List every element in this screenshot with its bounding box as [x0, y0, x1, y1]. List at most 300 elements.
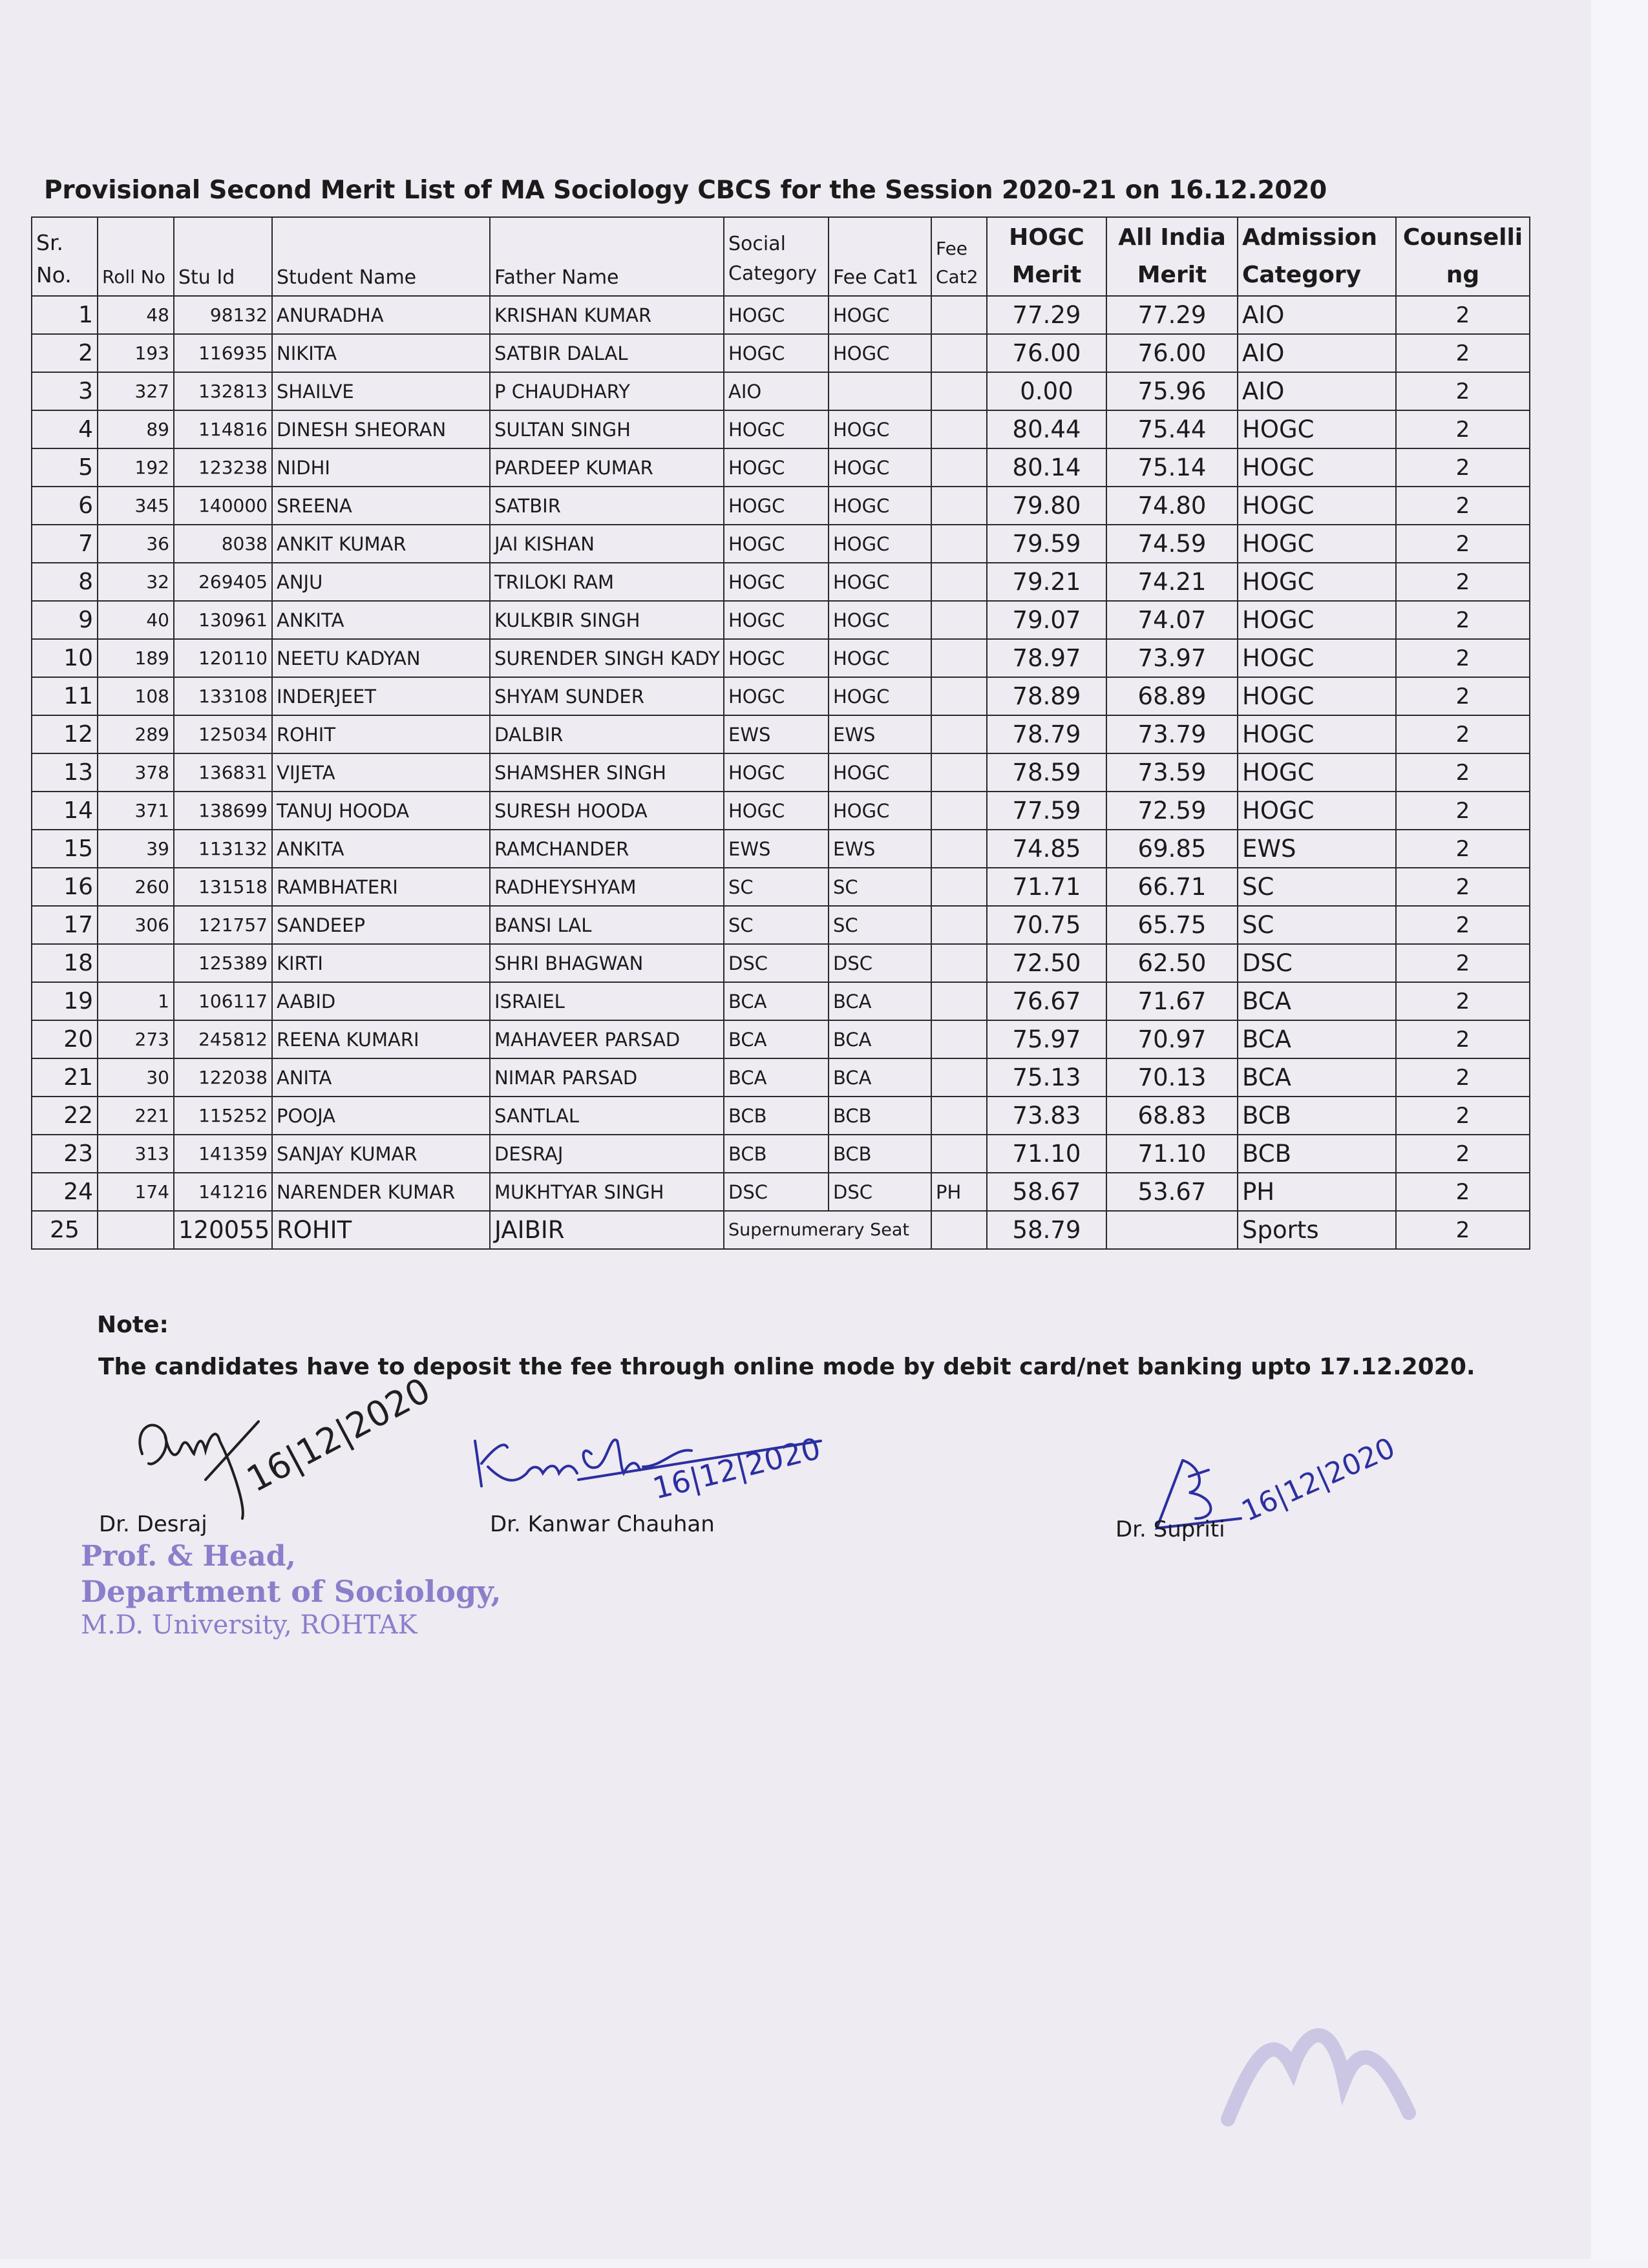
cell-fee-cat2 — [931, 296, 987, 334]
cell-hogc-merit: 71.71 — [987, 868, 1106, 906]
cell-hogc-merit: 58.67 — [987, 1173, 1106, 1211]
cell-student-name: NEETU KADYAN — [272, 639, 490, 677]
cell-sr: 21 — [32, 1058, 98, 1097]
ink-smudge — [1215, 1990, 1422, 2145]
cell-fee-cat1: BCA — [829, 1020, 931, 1058]
cell-fee-cat2 — [931, 525, 987, 563]
cell-student-name: SANJAY KUMAR — [272, 1135, 490, 1173]
cell-hogc-merit: 80.14 — [987, 448, 1106, 487]
cell-admission-category: SC — [1238, 868, 1396, 906]
cell-social-category: HOGC — [724, 448, 829, 487]
cell-all-india-merit: 68.89 — [1106, 677, 1238, 715]
cell-counselling: 2 — [1396, 1135, 1530, 1173]
cell-fee-cat2 — [931, 1020, 987, 1058]
cell-father-name: RADHEYSHYAM — [490, 868, 724, 906]
cell-social-category: EWS — [724, 830, 829, 868]
cell-sr: 13 — [32, 753, 98, 792]
header-fee-cat2: Fee Cat2 — [931, 217, 987, 296]
cell-social-category: HOGC — [724, 410, 829, 448]
cell-fee-cat2 — [931, 868, 987, 906]
cell-roll: 36 — [98, 525, 174, 563]
cell-all-india-merit: 75.44 — [1106, 410, 1238, 448]
cell-fee-cat2 — [931, 334, 987, 372]
paper-edge-bottom — [0, 2259, 1648, 2268]
cell-hogc-merit: 77.59 — [987, 792, 1106, 830]
cell-social-category: EWS — [724, 715, 829, 753]
cell-admission-category: HOGC — [1238, 487, 1396, 525]
cell-stu-id: 123238 — [174, 448, 272, 487]
cell-sr: 17 — [32, 906, 98, 944]
cell-stu-id: 106117 — [174, 982, 272, 1020]
cell-student-name: REENA KUMARI — [272, 1020, 490, 1058]
cell-father-name: TRILOKI RAM — [490, 563, 724, 601]
cell-student-name: DINESH SHEORAN — [272, 410, 490, 448]
cell-all-india-merit: 74.59 — [1106, 525, 1238, 563]
table-row — [32, 1020, 1530, 1058]
cell-hogc-merit: 79.21 — [987, 563, 1106, 601]
cell-sr: 15 — [32, 830, 98, 868]
cell-stu-id: 130961 — [174, 601, 272, 639]
cell-sr: 20 — [32, 1020, 98, 1058]
cell-stu-id: 245812 — [174, 1020, 272, 1058]
cell-father-name: ISRAIEL — [490, 982, 724, 1020]
cell-social-category: HOGC — [724, 525, 829, 563]
cell-roll: 189 — [98, 639, 174, 677]
cell-admission-category: BCA — [1238, 1058, 1396, 1097]
cell-sr: 18 — [32, 944, 98, 982]
cell-fee-cat1: HOGC — [829, 525, 931, 563]
cell-all-india-merit: 71.67 — [1106, 982, 1238, 1020]
cell-fee-cat2 — [931, 1211, 987, 1249]
cell-father-name: JAI KISHAN — [490, 525, 724, 563]
cell-admission-category: HOGC — [1238, 448, 1396, 487]
signature-desraj-date: 16|12|2020 — [240, 1369, 437, 1500]
cell-counselling: 2 — [1396, 1058, 1530, 1097]
cell-social-category: BCA — [724, 1058, 829, 1097]
cell-roll — [98, 944, 174, 982]
cell-student-name: TANUJ HOODA — [272, 792, 490, 830]
cell-social-category: DSC — [724, 1173, 829, 1211]
cell-sr: 9 — [32, 601, 98, 639]
cell-sr: 16 — [32, 868, 98, 906]
cell-father-name: SATBIR — [490, 487, 724, 525]
cell-hogc-merit: 76.67 — [987, 982, 1106, 1020]
cell-counselling: 2 — [1396, 525, 1530, 563]
cell-student-name: ANKITA — [272, 601, 490, 639]
cell-roll: 221 — [98, 1097, 174, 1135]
header-stu-id: Stu Id — [174, 217, 272, 296]
cell-counselling: 2 — [1396, 753, 1530, 792]
cell-hogc-merit: 78.79 — [987, 715, 1106, 753]
cell-student-name: SANDEEP — [272, 906, 490, 944]
cell-student-name: NIDHI — [272, 448, 490, 487]
cell-counselling: 2 — [1396, 1020, 1530, 1058]
cell-counselling: 2 — [1396, 715, 1530, 753]
table-row — [32, 525, 1530, 563]
cell-social-category: HOGC — [724, 487, 829, 525]
cell-admission-category: BCA — [1238, 1020, 1396, 1058]
table-row — [32, 448, 1530, 487]
cell-all-india-merit: 65.75 — [1106, 906, 1238, 944]
cell-stu-id: 121757 — [174, 906, 272, 944]
cell-roll: 306 — [98, 906, 174, 944]
cell-roll: 30 — [98, 1058, 174, 1097]
cell-all-india-merit: 74.07 — [1106, 601, 1238, 639]
cell-sr: 11 — [32, 677, 98, 715]
table-row — [32, 715, 1530, 753]
cell-student-name: ANITA — [272, 1058, 490, 1097]
table-row — [32, 563, 1530, 601]
cell-social-category: HOGC — [724, 792, 829, 830]
cell-sr: 4 — [32, 410, 98, 448]
cell-father-name: P CHAUDHARY — [490, 372, 724, 410]
table-row-supernumerary — [32, 1211, 1530, 1249]
cell-father-name: SANTLAL — [490, 1097, 724, 1135]
cell-roll: 378 — [98, 753, 174, 792]
cell-roll: 192 — [98, 448, 174, 487]
cell-roll: 174 — [98, 1173, 174, 1211]
cell-fee-cat1: HOGC — [829, 487, 931, 525]
table-row — [32, 410, 1530, 448]
table-row — [32, 1135, 1530, 1173]
cell-social-category: BCA — [724, 1020, 829, 1058]
cell-sr: 19 — [32, 982, 98, 1020]
cell-student-name: VIJETA — [272, 753, 490, 792]
table-row — [32, 487, 1530, 525]
cell-stu-id: 140000 — [174, 487, 272, 525]
cell-stu-id: 132813 — [174, 372, 272, 410]
cell-father-name: SULTAN SINGH — [490, 410, 724, 448]
cell-all-india-merit: 75.96 — [1106, 372, 1238, 410]
cell-hogc-merit: 79.07 — [987, 601, 1106, 639]
cell-social-category: BCA — [724, 982, 829, 1020]
cell-fee-cat1: HOGC — [829, 792, 931, 830]
cell-roll: 40 — [98, 601, 174, 639]
cell-fee-cat2 — [931, 715, 987, 753]
cell-fee-cat1: EWS — [829, 715, 931, 753]
cell-social-category: SC — [724, 906, 829, 944]
cell-student-name: INDERJEET — [272, 677, 490, 715]
cell-fee-cat2 — [931, 448, 987, 487]
cell-sr: 7 — [32, 525, 98, 563]
header-roll-no: Roll No — [98, 217, 174, 296]
cell-student-name: NARENDER KUMAR — [272, 1173, 490, 1211]
cell-sr: 8 — [32, 563, 98, 601]
cell-counselling: 2 — [1396, 639, 1530, 677]
table-row — [32, 753, 1530, 792]
cell-stu-id: 131518 — [174, 868, 272, 906]
cell-hogc-merit: 71.10 — [987, 1135, 1106, 1173]
cell-admission-category: HOGC — [1238, 525, 1396, 563]
signature-supriti-date: 16|12|2020 — [1236, 1431, 1400, 1529]
table-header-row — [32, 217, 1530, 296]
cell-fee-cat1: HOGC — [829, 563, 931, 601]
header-hogc-merit: HOGC Merit — [987, 217, 1106, 296]
cell-hogc-merit: 75.97 — [987, 1020, 1106, 1058]
cell-all-india-merit: 74.21 — [1106, 563, 1238, 601]
cell-admission-category: HOGC — [1238, 715, 1396, 753]
table-row — [32, 868, 1530, 906]
cell-stu-id: 113132 — [174, 830, 272, 868]
cell-stu-id: 116935 — [174, 334, 272, 372]
cell-hogc-merit: 0.00 — [987, 372, 1106, 410]
cell-counselling: 2 — [1396, 1173, 1530, 1211]
cell-hogc-merit: 58.79 — [987, 1211, 1106, 1249]
cell-roll: 39 — [98, 830, 174, 868]
cell-social-category: HOGC — [724, 639, 829, 677]
cell-hogc-merit: 76.00 — [987, 334, 1106, 372]
cell-fee-cat1: BCA — [829, 1058, 931, 1097]
table-row — [32, 830, 1530, 868]
cell-counselling: 2 — [1396, 868, 1530, 906]
table-row — [32, 1173, 1530, 1211]
cell-counselling: 2 — [1396, 563, 1530, 601]
cell-fee-cat2 — [931, 601, 987, 639]
table-row — [32, 944, 1530, 982]
cell-counselling: 2 — [1396, 677, 1530, 715]
cell-roll: 89 — [98, 410, 174, 448]
cell-fee-cat1: EWS — [829, 830, 931, 868]
cell-hogc-merit: 80.44 — [987, 410, 1106, 448]
cell-father-name: KULKBIR SINGH — [490, 601, 724, 639]
cell-social-category: HOGC — [724, 563, 829, 601]
cell-social-category: BCB — [724, 1135, 829, 1173]
cell-father-name: SHYAM SUNDER — [490, 677, 724, 715]
signatory-desraj: Dr. Desraj — [99, 1511, 207, 1537]
cell-hogc-merit: 79.80 — [987, 487, 1106, 525]
cell-stu-id: 141359 — [174, 1135, 272, 1173]
cell-counselling: 2 — [1396, 944, 1530, 982]
cell-counselling: 2 — [1396, 334, 1530, 372]
cell-father-name: JAIBIR — [490, 1211, 724, 1249]
cell-admission-category: HOGC — [1238, 563, 1396, 601]
signatory-kanwar-chauhan: Dr. Kanwar Chauhan — [490, 1511, 715, 1537]
cell-all-india-merit: 72.59 — [1106, 792, 1238, 830]
cell-admission-category: HOGC — [1238, 601, 1396, 639]
cell-admission-category: HOGC — [1238, 677, 1396, 715]
cell-stu-id: 115252 — [174, 1097, 272, 1135]
cell-stu-id: 120110 — [174, 639, 272, 677]
cell-counselling: 2 — [1396, 410, 1530, 448]
cell-all-india-merit: 70.97 — [1106, 1020, 1238, 1058]
header-student-name: Student Name — [272, 217, 490, 296]
table-row — [32, 982, 1530, 1020]
cell-father-name: MAHAVEER PARSAD — [490, 1020, 724, 1058]
cell-student-name: ANURADHA — [272, 296, 490, 334]
cell-admission-category: HOGC — [1238, 753, 1396, 792]
header-all-india-merit: All India Merit — [1106, 217, 1238, 296]
cell-social-category: HOGC — [724, 334, 829, 372]
cell-fee-cat2 — [931, 906, 987, 944]
header-fee-cat1: Fee Cat1 — [829, 217, 931, 296]
table-row — [32, 372, 1530, 410]
cell-student-name: SREENA — [272, 487, 490, 525]
cell-roll: 260 — [98, 868, 174, 906]
cell-all-india-merit — [1106, 1211, 1238, 1249]
table-row — [32, 1058, 1530, 1097]
cell-counselling: 2 — [1396, 448, 1530, 487]
cell-all-india-merit: 73.59 — [1106, 753, 1238, 792]
cell-hogc-merit: 78.59 — [987, 753, 1106, 792]
cell-stu-id: 138699 — [174, 792, 272, 830]
cell-roll: 289 — [98, 715, 174, 753]
cell-admission-category: HOGC — [1238, 639, 1396, 677]
cell-admission-category: AIO — [1238, 334, 1396, 372]
cell-hogc-merit: 78.97 — [987, 639, 1106, 677]
cell-father-name: BANSI LAL — [490, 906, 724, 944]
cell-sr: 12 — [32, 715, 98, 753]
cell-all-india-merit: 69.85 — [1106, 830, 1238, 868]
cell-father-name: DESRAJ — [490, 1135, 724, 1173]
cell-roll: 193 — [98, 334, 174, 372]
cell-fee-cat2 — [931, 753, 987, 792]
cell-fee-cat2: PH — [931, 1173, 987, 1211]
cell-hogc-merit: 75.13 — [987, 1058, 1106, 1097]
cell-admission-category: BCA — [1238, 982, 1396, 1020]
table-row — [32, 1097, 1530, 1135]
cell-sr: 25 — [32, 1211, 98, 1249]
cell-stu-id: 141216 — [174, 1173, 272, 1211]
cell-hogc-merit: 77.29 — [987, 296, 1106, 334]
cell-student-name: ROHIT — [272, 715, 490, 753]
cell-fee-cat1: HOGC — [829, 677, 931, 715]
cell-student-name: KIRTI — [272, 944, 490, 982]
cell-stu-id: 136831 — [174, 753, 272, 792]
cell-social-category: DSC — [724, 944, 829, 982]
cell-fee-cat1: BCA — [829, 982, 931, 1020]
cell-father-name: MUKHTYAR SINGH — [490, 1173, 724, 1211]
cell-roll: 48 — [98, 296, 174, 334]
cell-all-india-merit: 66.71 — [1106, 868, 1238, 906]
cell-fee-cat2 — [931, 563, 987, 601]
cell-student-name: NIKITA — [272, 334, 490, 372]
header-admission-category: Admission Category — [1238, 217, 1396, 296]
cell-all-india-merit: 76.00 — [1106, 334, 1238, 372]
cell-counselling: 2 — [1396, 1097, 1530, 1135]
cell-fee-cat2 — [931, 487, 987, 525]
cell-fee-cat1 — [829, 372, 931, 410]
cell-roll: 1 — [98, 982, 174, 1020]
cell-sr: 3 — [32, 372, 98, 410]
header-father-name: Father Name — [490, 217, 724, 296]
cell-fee-cat2 — [931, 410, 987, 448]
cell-counselling: 2 — [1396, 1211, 1530, 1249]
cell-student-name: POOJA — [272, 1097, 490, 1135]
stamp-line-2: Department of Sociology, — [81, 1574, 502, 1609]
cell-father-name: NIMAR PARSAD — [490, 1058, 724, 1097]
cell-student-name: ANKITA — [272, 830, 490, 868]
cell-all-india-merit: 53.67 — [1106, 1173, 1238, 1211]
cell-counselling: 2 — [1396, 830, 1530, 868]
cell-stu-id: 122038 — [174, 1058, 272, 1097]
cell-fee-cat2 — [931, 1135, 987, 1173]
cell-father-name: DALBIR — [490, 715, 724, 753]
cell-fee-cat1: DSC — [829, 1173, 931, 1211]
cell-all-india-merit: 75.14 — [1106, 448, 1238, 487]
cell-sr: 24 — [32, 1173, 98, 1211]
cell-sr: 14 — [32, 792, 98, 830]
cell-fee-cat1: HOGC — [829, 296, 931, 334]
cell-father-name: SHAMSHER SINGH — [490, 753, 724, 792]
cell-social-category: HOGC — [724, 677, 829, 715]
cell-fee-cat2 — [931, 372, 987, 410]
cell-stu-id: 125389 — [174, 944, 272, 982]
cell-counselling: 2 — [1396, 296, 1530, 334]
cell-stu-id: 120055 — [174, 1211, 272, 1249]
cell-admission-category: Sports — [1238, 1211, 1396, 1249]
cell-fee-cat1: BCB — [829, 1135, 931, 1173]
cell-social-category: BCB — [724, 1097, 829, 1135]
cell-stu-id: 125034 — [174, 715, 272, 753]
cell-father-name: SURESH HOODA — [490, 792, 724, 830]
cell-sr: 5 — [32, 448, 98, 487]
cell-hogc-merit: 78.89 — [987, 677, 1106, 715]
cell-roll: 327 — [98, 372, 174, 410]
department-stamp — [81, 1540, 502, 1656]
cell-roll: 108 — [98, 677, 174, 715]
cell-roll: 345 — [98, 487, 174, 525]
stamp-line-3: M.D. University, ROHTAK — [81, 1610, 417, 1640]
cell-counselling: 2 — [1396, 487, 1530, 525]
cell-hogc-merit: 72.50 — [987, 944, 1106, 982]
cell-student-name: SHAILVE — [272, 372, 490, 410]
cell-fee-cat1: SC — [829, 868, 931, 906]
table-row — [32, 639, 1530, 677]
table-row — [32, 792, 1530, 830]
cell-fee-cat1: HOGC — [829, 601, 931, 639]
cell-hogc-merit: 73.83 — [987, 1097, 1106, 1135]
cell-admission-category: AIO — [1238, 296, 1396, 334]
table-row — [32, 601, 1530, 639]
signatory-supriti: Dr. Supriti — [1115, 1517, 1225, 1542]
cell-student-name: AABID — [272, 982, 490, 1020]
page-title: Provisional Second Merit List of MA Sociology CBCS for the Session 2020-21 on 16.12.2020 — [44, 176, 1327, 205]
cell-stu-id: 133108 — [174, 677, 272, 715]
cell-all-india-merit: 68.83 — [1106, 1097, 1238, 1135]
cell-stu-id: 269405 — [174, 563, 272, 601]
cell-fee-cat2 — [931, 830, 987, 868]
cell-social-category: HOGC — [724, 296, 829, 334]
cell-admission-category: EWS — [1238, 830, 1396, 868]
cell-father-name: SURENDER SINGH KADY — [490, 639, 724, 677]
header-sr-no: Sr. No. — [32, 217, 98, 296]
signature-desraj — [129, 1369, 437, 1525]
cell-fee-cat2 — [931, 677, 987, 715]
cell-father-name: SATBIR DALAL — [490, 334, 724, 372]
cell-supernumerary-seat: Supernumerary Seat — [724, 1211, 931, 1249]
cell-all-india-merit: 74.80 — [1106, 487, 1238, 525]
cell-admission-category: DSC — [1238, 944, 1396, 982]
note-text: The candidates have to deposit the fee through online mode by debit card/net banking upto 17.12.2020. — [98, 1354, 1475, 1380]
cell-sr: 22 — [32, 1097, 98, 1135]
cell-student-name: ANKIT KUMAR — [272, 525, 490, 563]
cell-roll: 371 — [98, 792, 174, 830]
header-social-category: Social Category — [724, 217, 829, 296]
paper-edge — [1591, 0, 1648, 2268]
cell-social-category: HOGC — [724, 753, 829, 792]
cell-father-name: RAMCHANDER — [490, 830, 724, 868]
cell-admission-category: HOGC — [1238, 410, 1396, 448]
cell-fee-cat2 — [931, 639, 987, 677]
table-row — [32, 334, 1530, 372]
cell-fee-cat2 — [931, 792, 987, 830]
cell-fee-cat1: HOGC — [829, 753, 931, 792]
cell-fee-cat1: SC — [829, 906, 931, 944]
cell-social-category: SC — [724, 868, 829, 906]
cell-hogc-merit: 79.59 — [987, 525, 1106, 563]
signature-kanwar-date: 16|12|2020 — [649, 1431, 824, 1506]
cell-stu-id: 8038 — [174, 525, 272, 563]
